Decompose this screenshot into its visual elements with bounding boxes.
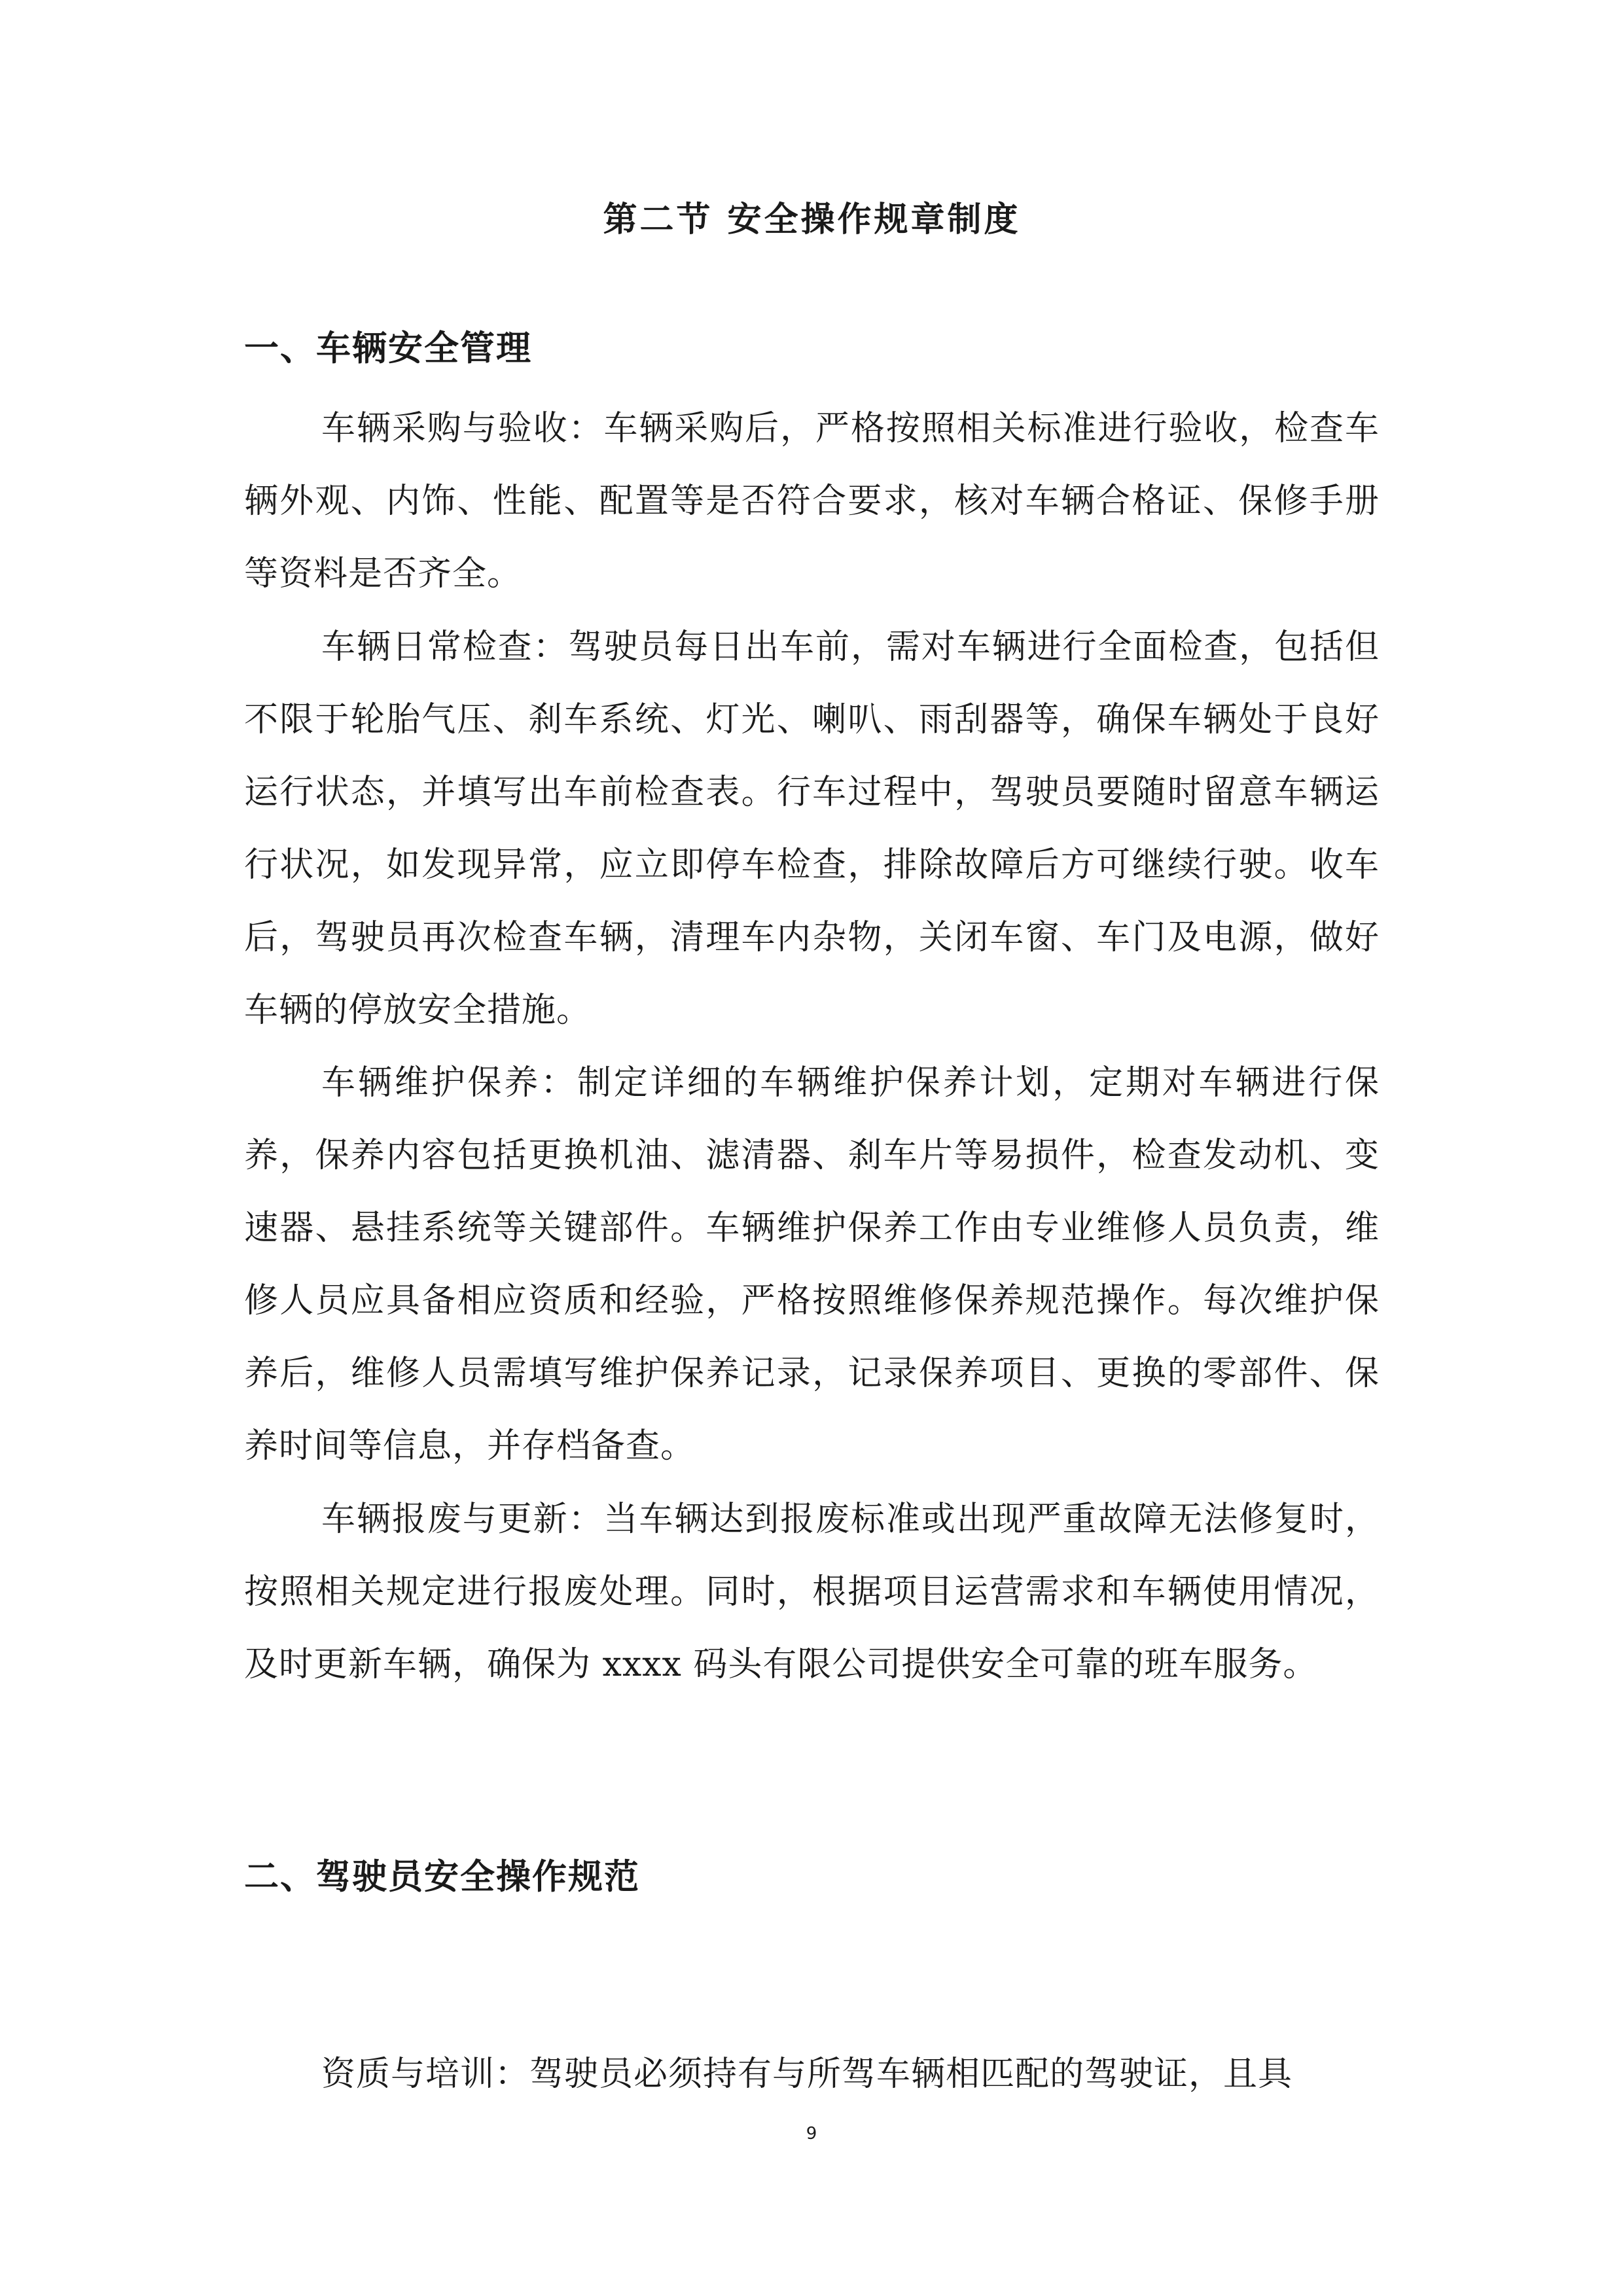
paragraph-scrapping-renewal: 车辆报废与更新：当车辆达到报废标准或出现严重故障无法修复时，按照相关规定进行报废处理。同时，根据项目运营需求和车辆使用情况，及时更新车辆，确保为 xxxx 码头有限公司提供安全可靠的班车服务。 — [244, 1500, 1380, 1684]
page-number: 9 — [806, 2124, 817, 2144]
section-heading-vehicle-safety: 一、车辆安全管理 — [244, 328, 532, 368]
section-heading-driver-safety: 二、驾驶员安全操作规范 — [244, 1856, 640, 1897]
page-title: 第二节 安全操作规章制度 — [603, 200, 1021, 239]
paragraph-daily-inspection: 车辆日常检查：驾驶员每日出车前，需对车辆进行全面检查，包括但不限于轮胎气压、刹车系统、灯光、喇叭、雨刮器等，确保车辆处于良好运行状态，并填写出车前检查表。行车过程中，驾驶员要随时留意车辆运行状况，如发现异常，应立即停车检查，排除故障后方可继续行驶。收车后，驾驶员再次检查车辆，清理车内杂物，关闭车窗、车门及电源，做好车辆的停放安全措施。 — [244, 627, 1380, 1030]
paragraph-vehicle-procurement: 车辆采购与验收：车辆采购后，严格按照相关标准进行验收，检查车辆外观、内饰、性能、配置等是否符合要求，核对车辆合格证、保修手册等资料是否齐全。 — [244, 409, 1380, 593]
paragraph-maintenance: 车辆维护保养：制定详细的车辆维护保养计划，定期对车辆进行保养，保养内容包括更换机油、滤清器、刹车片等易损件，检查发动机、变速器、悬挂系统等关键部件。车辆维护保养工作由专业维修人员负责，维修人员应具备相应资质和经验，严格按照维修保养规范操作。每次维护保养后，维修人员需填写维护保养记录，记录保养项目、更换的零部件、保养时间等信息，并存档备查。 — [244, 1063, 1380, 1466]
paragraph-qualification-training: 资质与培训：驾驶员必须持有与所驾车辆相匹配的驾驶证，且具 — [321, 2055, 1293, 2094]
